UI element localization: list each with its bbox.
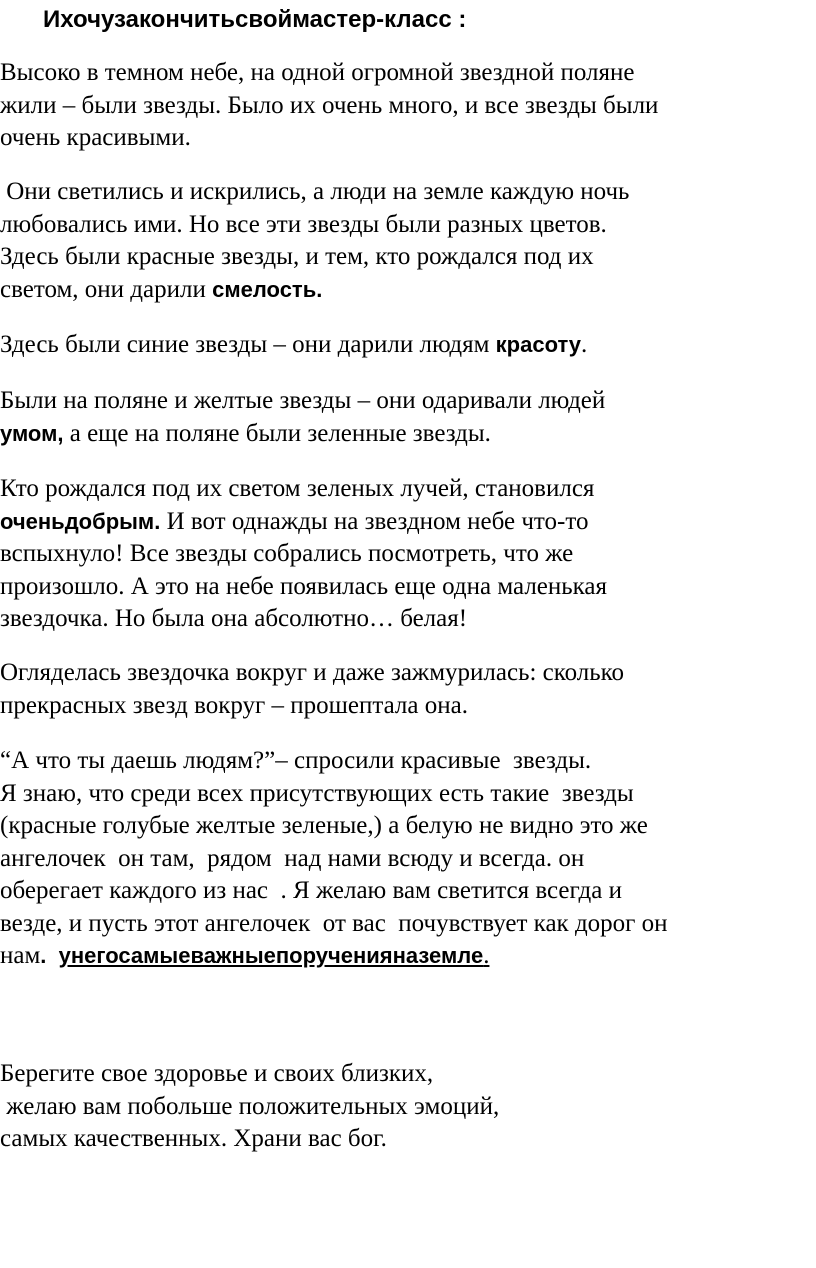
paragraph-2-line-3: Здесь были красные звезды, и тем, кто рождался под их xyxy=(0,243,594,270)
paragraph-7-line-7-text: нам xyxy=(0,942,41,969)
paragraph-3-line-1-end: . xyxy=(581,331,588,358)
paragraph-7-line-4: ангелочек он там, рядом над нами всюду и всегда. он xyxy=(0,844,585,872)
paragraph-3-line-1 xyxy=(0,329,812,362)
paragraph-1 xyxy=(0,57,812,155)
paragraph-5-line-1: Кто рождался под их светом зеленых лучей, становился xyxy=(0,475,595,502)
paragraph-7-line-1: “А что ты даешь людям?”– спросили красивые звезды. xyxy=(0,747,592,774)
document-title: Ихочузакончитьсвоймастер-класс : xyxy=(43,6,467,33)
bold-word-courage: смелость. xyxy=(212,276,323,302)
paragraph-3 xyxy=(0,329,812,362)
paragraph-5-line-2-text: И вот однажды на звездном небе что-то xyxy=(160,507,589,535)
paragraph-5-line-2 xyxy=(0,506,812,539)
underlined-period: . xyxy=(483,942,490,969)
paragraph-4 xyxy=(0,385,812,450)
paragraph-6-line-2: прекрасных звезд вокруг – прошептала она. xyxy=(0,691,468,719)
paragraph-2-line-4 xyxy=(0,274,812,307)
paragraph-8 xyxy=(0,1058,812,1156)
paragraph-2-line-4-text: светом, они дарили xyxy=(0,275,213,303)
paragraph-7-line-6: везде, и пусть этот ангелочек от вас почувствует как дорог он xyxy=(0,909,668,937)
paragraph-4-line-2-text: а еще на поляне были зеленные звезды. xyxy=(63,419,491,447)
paragraph-7-line-2: Я знаю, что среди всех присутствующих есть такие звезды xyxy=(0,779,634,807)
paragraph-7-line-3: (красные голубые желтые зеленые,) а белую не видно это же xyxy=(0,812,648,839)
paragraph-7 xyxy=(0,745,812,973)
paragraph-6 xyxy=(0,657,812,722)
underlined-bold-phrase: унегосамыеважныепорученияназемле xyxy=(58,943,484,968)
paragraph-5-line-3: вспыхнуло! Все звезды собрались посмотреть, что же xyxy=(0,540,574,567)
paragraph-3-line-1-text: Здесь были синие звезды – они дарили людям xyxy=(0,331,496,358)
paragraph-1-line-3: очень красивыми. xyxy=(0,124,191,151)
paragraph-2 xyxy=(0,176,812,306)
bold-word-mind: умом, xyxy=(0,420,64,446)
paragraph-8-line-3: самых качественных. Храни вас бог. xyxy=(0,1125,387,1152)
paragraph-1-line-2: жили – были звезды. Было их очень много, и все звезды были xyxy=(0,91,659,119)
paragraph-5-line-4: произошло. А это на небе появилась еще одна маленькая xyxy=(0,572,608,600)
paragraph-2-line-1: Они светились и искрились, а люди на земле каждую ночь xyxy=(0,178,630,205)
paragraph-4-line-1: Были на поляне и желтые звезды – они одаривали людей xyxy=(0,387,606,414)
paragraph-5 xyxy=(0,473,812,636)
paragraph-7-line-7 xyxy=(0,940,812,973)
paragraph-6-line-1: Огляделась звездочка вокруг и даже зажмурилась: сколько xyxy=(0,659,625,686)
paragraph-4-line-2 xyxy=(0,418,812,451)
paragraph-5-line-5: звездочка. Но была она абсолютно… белая! xyxy=(0,605,468,632)
bold-punctuation: . xyxy=(40,943,59,968)
paragraph-2-line-2: любовались ими. Но все эти звезды были разных цветов. xyxy=(0,210,607,238)
paragraph-8-line-2: желаю вам побольше положительных эмоций, xyxy=(0,1092,500,1120)
bold-word-kind: оченьдобрым. xyxy=(0,508,161,534)
paragraph-7-line-5: оберегает каждого из нас . Я желаю вам светится всегда и xyxy=(0,877,622,904)
paragraph-8-line-1: Берегите свое здоровье и своих близких, xyxy=(0,1060,434,1087)
paragraph-1-line-1: Высоко в темном небе, на одной огромной звездной поляне xyxy=(0,59,635,86)
bold-word-beauty: красоту xyxy=(495,332,582,357)
